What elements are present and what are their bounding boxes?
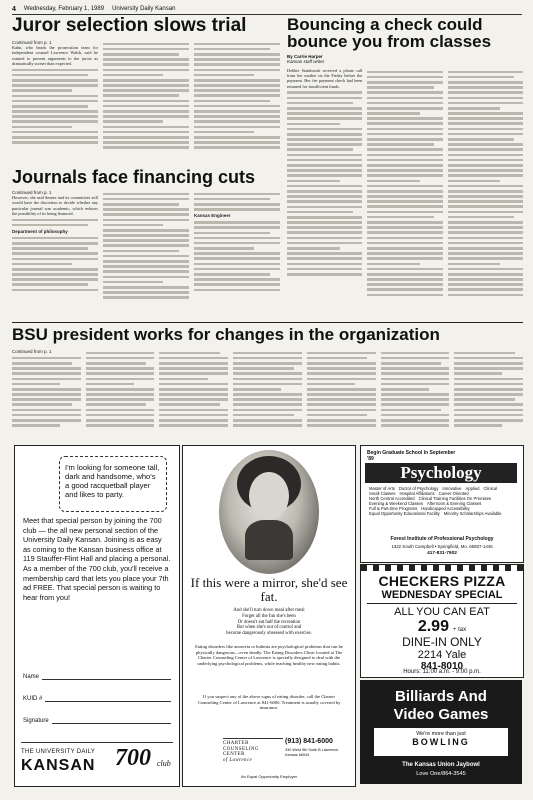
mirror-headline: If this were a mirror, she'd see fat. xyxy=(190,575,348,604)
mirror-line: Forget all the fun she's been xyxy=(242,613,296,619)
juror-col-3 xyxy=(194,40,280,152)
psychology-program: Career Oriented xyxy=(438,491,469,496)
bsu-article xyxy=(12,322,523,442)
checkers-price: 2.99 xyxy=(417,618,449,635)
journals-col-2 xyxy=(103,190,189,302)
journals-col-3 xyxy=(194,190,280,302)
bounce-col-2 xyxy=(367,68,442,299)
club700-logo xyxy=(21,742,173,781)
charter-phone: (913) 841-6000 xyxy=(285,738,333,745)
journals-continued: Continued from p. 1 xyxy=(12,190,52,195)
bsu-col-5 xyxy=(307,349,376,429)
psychology-program: Doctor of Psychology xyxy=(398,486,439,491)
woman-portrait-image xyxy=(219,450,319,574)
club700-form xyxy=(23,668,171,724)
bsu-col-6 xyxy=(381,349,450,429)
club700-personal-bubble: I'm looking for someone tall, dark and handsome, who's a good racquetball player and likes to party. xyxy=(59,456,167,512)
charter-address: 330 West 9th Suite B Lawrence, Kansas 66044 xyxy=(285,748,340,757)
mirror-line: And she'll turn down meal after meal xyxy=(233,608,305,613)
juror-continued: Continued from p. 1 xyxy=(12,40,52,45)
club700-masthead-name: KANSAN xyxy=(21,757,96,774)
journals-article xyxy=(12,168,280,320)
club700-kuid-label: KUID # xyxy=(23,696,43,702)
billiards-tagline-box xyxy=(374,728,508,756)
charter-logo-line4: of Lawrence xyxy=(223,757,253,763)
mirror-line: Or doesn't eat half the recreation xyxy=(237,619,301,625)
billiards-line2: Video Games xyxy=(393,706,489,723)
club700-masthead: THE UNIVERSITY DAILY xyxy=(21,749,96,755)
checkers-hours: Hours: 11:00 a.m. - 9:00 p.m. xyxy=(403,669,481,675)
juror-headline: Juror selection slows trial xyxy=(12,15,247,36)
mirror-line: become dangerously obsessed with exercise. xyxy=(226,631,312,637)
checkers-mode: DINE-IN ONLY xyxy=(402,635,482,649)
juror-col-2 xyxy=(103,40,189,152)
bsu-col-2 xyxy=(86,349,155,429)
bsu-col-1 xyxy=(12,349,81,429)
charter-logo-line3: CENTER xyxy=(223,752,245,758)
psychology-program: Full & Part-time Programs xyxy=(369,506,418,511)
psychology-program: Applied xyxy=(465,486,480,491)
bsu-col-3 xyxy=(159,349,228,429)
mirror-lines xyxy=(191,608,347,637)
checkers-street: 2214 Yale xyxy=(417,649,467,661)
billiards-ad xyxy=(360,680,522,784)
bounce-byline: By Carrie Harper xyxy=(287,54,323,59)
bsu-col-7 xyxy=(454,349,523,429)
mirror-ad xyxy=(182,445,356,787)
checkers-offer: ALL YOU CAN EAT xyxy=(394,606,490,618)
bsu-col-4 xyxy=(233,349,302,429)
psychology-program: Clinical Training Facilities On Premises xyxy=(418,496,491,501)
psychology-program: Handicapped Accessibility xyxy=(421,506,470,511)
checkers-title: CHECKERS PIZZA xyxy=(378,573,506,589)
issue-date: Wednesday, February 1, 1989 xyxy=(23,6,105,12)
psychology-program: Small Classes xyxy=(369,491,396,496)
journals-sidebar-title: Kansas Engineer xyxy=(194,213,231,219)
charter-footer: An Equal Opportunity Employer xyxy=(240,774,298,779)
journals-lead: However, she said Senate and its committees still would have the discretion to decide whether any particular journal was academic, which reduces the possibility of its being financed. xyxy=(12,195,98,216)
psychology-program: Equal Opportunity Educational Facility xyxy=(369,511,440,516)
club700-signature-label: Signature xyxy=(23,718,49,724)
club700-club-suffix: club xyxy=(157,759,171,768)
psychology-program: Afternoon & Evening Classes xyxy=(426,501,482,506)
psychology-program: Evening & Weekend Classes xyxy=(369,501,423,506)
mirror-line: But when she's out of control and xyxy=(236,625,302,631)
psychology-program: Minority Scholarships Available xyxy=(443,511,502,516)
club700-name-label: Name xyxy=(23,674,40,680)
checkers-tax: + tax xyxy=(452,627,467,633)
club700-name-field xyxy=(42,671,171,680)
psychology-program: North Central Accredited xyxy=(369,496,415,501)
charter-logo xyxy=(223,738,283,763)
club700-club-number: 700 xyxy=(115,745,151,771)
journals-col-1 xyxy=(12,190,98,302)
psychology-institute: Forest Institute of Professional Psychology xyxy=(390,536,494,542)
mirror-body: Eating disorders like anorexia or bulimia are psychological problems that can be physically dangerous—even deadly. The Eating Disorders Clinic located at The Charter Counseling Center of Lawrence is specially designed to deal with the underlying psychological problems, while teaching healthy new eating habits. xyxy=(195,644,343,667)
psychology-programs xyxy=(369,486,515,516)
bsu-headline: BSU president works for changes in the organization xyxy=(12,325,440,344)
bounce-headline: Bouncing a check could bounce you from classes xyxy=(287,15,492,51)
psychology-top: Begin Graduate School In September '89 xyxy=(367,450,456,462)
checkers-ad xyxy=(360,564,524,678)
club700-ad xyxy=(14,445,180,787)
checkers-phone: 841-8010 xyxy=(420,661,464,672)
bounce-col-1 xyxy=(287,68,362,299)
checkers-day: WEDNESDAY SPECIAL xyxy=(381,589,503,601)
charter-logo-line1: CHARTER xyxy=(223,741,249,746)
page-header xyxy=(12,4,522,15)
psychology-program: Master of Arts xyxy=(369,486,395,491)
bounce-byline-role: Kansan staff writer xyxy=(287,59,325,64)
juror-article xyxy=(12,16,280,164)
page-number: 4 xyxy=(12,5,16,13)
psychology-title: Psychology xyxy=(365,463,517,483)
bounce-article xyxy=(287,16,523,321)
psychology-ad xyxy=(360,445,524,563)
bounce-lead: Debbie Stainbrook received a phone call from her mother on the Friday before the payment. Her fee payment check had been returned for insufficient funds. xyxy=(287,68,363,89)
club700-body: Meet that special person by joining the 700 club — the all new personal section of the University Daily Kansan. Joining is as easy as coming to the Kansan business office at 119 Stauffer-Flint Hall and placing a personal. As a member of the 700 club, you'll receive a membership card that lets you place your 7th ad FREE. That special person is waiting to hear from you! xyxy=(23,516,171,602)
mirror-cta: If you suspect any of the above signs of eating disorder, call the Charter Counseling Center of Lawrence at 841-6000. Treatment is usually covered by insurance. xyxy=(197,694,341,711)
club700-signature-field xyxy=(52,715,171,724)
billiards-tagline-top: We're more than just xyxy=(416,731,466,737)
juror-col-1 xyxy=(12,40,98,152)
juror-lead: Kahn, who heads the prosecution team for independent counsel Lawrence Walsh, said he wanted to present arguments to the jurors as dramatically sooner than expected. xyxy=(12,45,98,66)
billiards-line1: Billiards And xyxy=(395,688,487,705)
billiards-footer2: Love One/864-3545 xyxy=(416,771,466,777)
psychology-program: Clinical xyxy=(483,486,497,491)
psychology-program: Innovative xyxy=(442,486,462,491)
psychology-address: 1322 South Campbell • Springfield, Mo. 65807-1445 xyxy=(391,544,493,549)
charter-logo-line2: COUNSELING xyxy=(223,746,259,752)
billiards-tagline-bottom: BOWLING xyxy=(412,737,470,747)
paper-name: University Daily Kansan xyxy=(112,6,176,12)
bounce-col-3 xyxy=(448,68,523,299)
club700-kuid-field xyxy=(45,693,171,702)
bsu-continued: Continued from p. 1 xyxy=(12,349,52,354)
psychology-phone: 417-831-7902 xyxy=(427,551,457,556)
billiards-footer: The Kansas Union Jaybowl xyxy=(402,762,480,768)
journals-subhead: Department of philosophy xyxy=(12,228,68,234)
journals-headline: Journals face financing cuts xyxy=(12,167,256,187)
psychology-program: Hospital Affiliations xyxy=(399,491,435,496)
checkerboard-band xyxy=(361,565,523,571)
